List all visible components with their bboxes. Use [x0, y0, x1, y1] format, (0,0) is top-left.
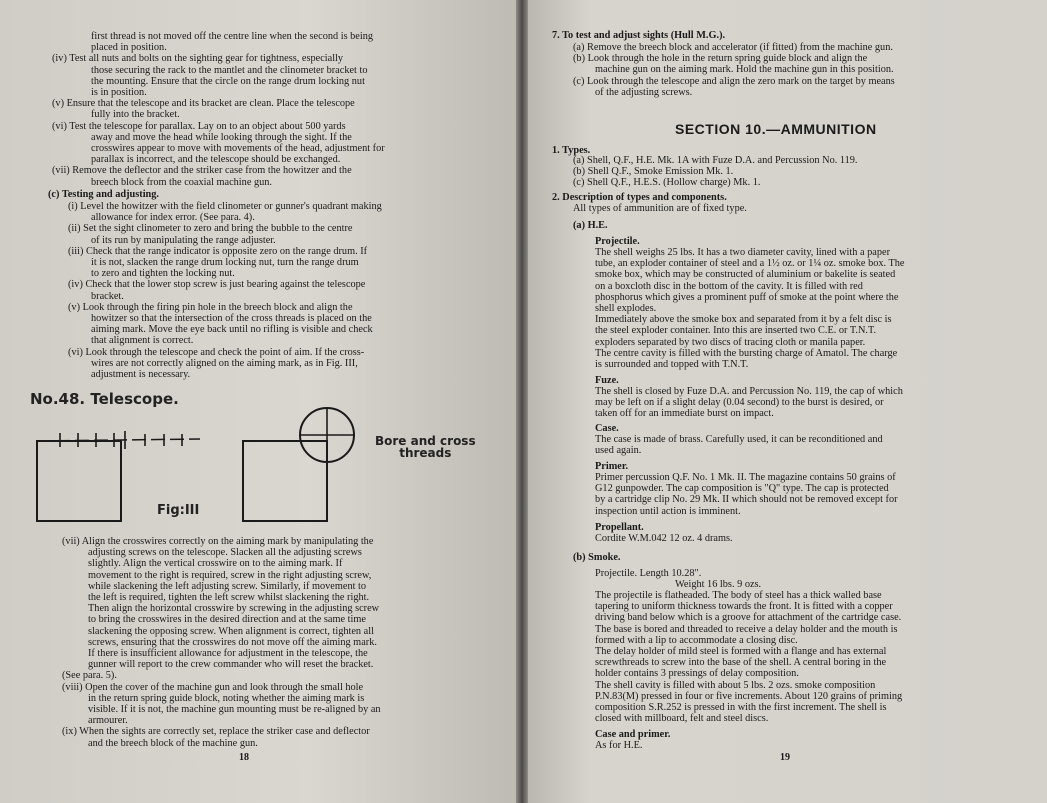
left-top-line: first thread is not moved off the centre line when the second is being: [91, 31, 374, 42]
types-heading: 1. Types.: [552, 145, 591, 156]
testing-step-line: it is not, slacken the range drum locking nut, turn the range drum: [91, 257, 359, 268]
left-lower-line: in the return spring guide block, noting whether the aiming mark is: [88, 692, 365, 704]
smoke-line: The delay holder of mild steel is formed with a flange and has external: [595, 646, 887, 657]
smoke-line: The shell cavity is filled with about 5 lbs. 2 ozs. smoke composition: [595, 679, 876, 691]
left-top-line: placed in position.: [91, 42, 167, 54]
testing-step-line: to zero and tighten the locking nut.: [91, 268, 235, 280]
smoke-line: tapering to uniform thickness towards the front. It is fitted with a copper: [595, 601, 893, 613]
testing-step-line: of its run by manipulating the range adjuster.: [91, 234, 276, 246]
left-top-line: is in position.: [91, 87, 147, 98]
left-lower-line: to bring the crosswires in the desired direction and at the same time: [88, 614, 366, 626]
figure-note: [375, 435, 476, 459]
testing-step-line: bracket.: [91, 290, 124, 302]
left-lower-line: If there is insufficient allowance for adjustment in the telescope, the: [88, 648, 368, 659]
primer-line: inspection until action is imminent.: [595, 505, 741, 517]
left-lower-line: Then align the horizontal crosswire by screwing in the adjusting screw: [88, 603, 380, 615]
item7-line: (c) Look through the telescope and align the zero mark on the target by means: [573, 75, 895, 87]
projectile-line: The shell weighs 25 lbs. It has a two diameter cavity, lined with a paper: [595, 247, 890, 258]
left-lower-line: slightly. Align the vertical crosswire on to the aiming mark. If: [88, 558, 343, 570]
smoke-line: composition S.R.252 is pressed in with the first increment. The shell is: [595, 702, 887, 713]
projectile-line: on a boxcloth disc in the bottom of the cavity. It is filled with red: [595, 280, 863, 292]
case-heading: Case.: [595, 423, 619, 434]
desc-heading: 2. Description of types and components.: [552, 192, 727, 203]
case-line: The case is made of brass. Carefully used, it can be reconditioned and: [595, 434, 883, 445]
smoke-line: The projectile is flatheaded. The body of steel has a thick walled base: [595, 590, 882, 601]
primer-line: Primer percussion Q.F. No. 1 Mk. II. The magazine contains 50 grains of: [595, 472, 896, 483]
figure-scale-line: [37, 439, 200, 441]
projectile-line: phosphorus which gives a prominent puff of smoke at the point where the: [595, 291, 899, 303]
fuze-heading: Fuze.: [595, 375, 619, 386]
right-page: [528, 0, 1047, 803]
page-number-right: 19: [780, 752, 790, 763]
fuze-line: The shell is closed by Fuze D.A. and Percussion No. 119, the cap of which: [595, 386, 903, 397]
left-lower-line: screws, ensuring that the crosswires do not move off the aiming mark.: [88, 636, 377, 648]
desc-intro: All types of ammunition are of fixed type.: [573, 203, 747, 214]
figure-telescope: [0, 405, 516, 545]
figure-label: No.48. Telescope.: [30, 390, 179, 408]
item7-heading: 7. To test and adjust sights (Hull M.G.).: [552, 30, 726, 41]
projectile-heading: Projectile.: [595, 236, 640, 247]
smoke-heading: (b) Smoke.: [573, 552, 621, 563]
left-lower-line: and the breech block of the machine gun.: [88, 737, 258, 749]
testing-step-line: howitzer so that the intersection of the cross threads is placed on the: [91, 313, 372, 324]
left-top-line: (v) Ensure that the telescope and its bracket are clean. Place the telescope: [52, 98, 355, 110]
left-lower-line: slackening the opposing screw. When alignment is correct, tighten all: [88, 625, 374, 637]
testing-step-line: (iv) Check that the lower stop screw is just bearing against the telescope: [68, 279, 366, 291]
item7-line: (a) Remove the breech block and accelerator (if fitted) from the machine gun.: [573, 42, 893, 53]
primer-line: by a cartridge clip No. 29 Mk. II which should not be removed except for: [595, 494, 898, 506]
left-lower-line: (ix) When the sights are correctly set, replace the striker case and deflector: [62, 726, 370, 738]
projectile-line: tube, an exploder container of steel and a 1½ oz. or 1¼ oz. smoke box. The: [595, 258, 905, 270]
testing-step-line: allowance for index error. (See para. 4).: [91, 212, 255, 224]
book-gutter: [516, 0, 528, 803]
left-lower-line: while slackening the left adjusting screw. Similarly, if movement to: [88, 580, 367, 592]
smoke-line: driving band below which is a groove for attachment of the cartridge case.: [595, 612, 902, 624]
projectile-line: The centre cavity is filled with the bursting charge of Amatol. The charge: [595, 347, 898, 359]
testing-step-line: (v) Look through the firing pin hole in the breech block and align the: [68, 301, 353, 313]
smoke-line: formed with a lip to accommodate a closing disc.: [595, 634, 798, 646]
left-top-line: (vii) Remove the deflector and the striker case from the howitzer and the: [52, 165, 352, 177]
item7-line: of the adjusting screws.: [595, 86, 693, 98]
testing-step-line: (i) Level the howitzer with the field clinometer or gunner's quadrant making: [68, 201, 382, 212]
projectile-line: exploders separated by two discs of tracing cloth or manila paper.: [595, 336, 866, 348]
figure-caption: Fig:III: [157, 503, 200, 518]
case-primer-heading: Case and primer.: [595, 729, 671, 740]
left-lower-line: (vii) Align the crosswires correctly on the aiming mark by manipulating the: [62, 536, 374, 547]
figure-square-right: [243, 441, 327, 521]
smoke-line: closed with millboard, felt and steel discs.: [595, 713, 769, 725]
testing-step-line: wires are not correctly aligned on the aiming mark, as in Fig. III,: [91, 357, 358, 369]
left-top-line: (vi) Test the telescope for parallax. Lay on to an object about 500 yards: [52, 120, 346, 132]
smoke-projectile-line: Projectile. Length 10.28".: [595, 568, 702, 579]
left-lower-line: gunner will report to the crew commander who will reset the bracket.: [88, 659, 374, 671]
projectile-line: smoke box, which may be constructed of aluminium or bakelite is seated: [595, 269, 896, 281]
figure-square-left: [37, 441, 121, 521]
left-lower-line: (See para. 5).: [62, 670, 117, 682]
left-lower-line: visible. If it is not, the machine gun mounting must be re-aligned by an: [88, 704, 381, 715]
page-number-left: 18: [239, 752, 249, 763]
he-heading: (a) H.E.: [573, 220, 608, 231]
types-line: (a) Shell, Q.F., H.E. Mk. 1A with Fuze D.A. and Percussion No. 119.: [573, 155, 858, 166]
left-top-line: (iv) Test all nuts and bolts on the sighting gear for tightness, especially: [52, 53, 344, 65]
left-top-line: parallax is incorrect, and the telescope should be exchanged.: [91, 154, 341, 166]
figure-note-line2: threads: [399, 446, 452, 460]
smoke-line: P.N.83(M) pressed in four or five increments. About 120 grains of priming: [595, 690, 903, 702]
primer-heading: Primer.: [595, 461, 629, 472]
propellant-line: Cordite W.M.042 12 oz. 4 drams.: [595, 533, 733, 544]
case-line: used again.: [595, 445, 642, 457]
projectile-line: the steel exploder container. Into this are inserted two C.E. or T.N.T.: [595, 325, 877, 337]
left-lower-line: armourer.: [88, 715, 128, 727]
testing-heading: (c) Testing and adjusting.: [48, 189, 160, 200]
figure-note-line1: Bore and cross: [375, 434, 476, 448]
section-title: SECTION 10.—AMMUNITION: [675, 121, 877, 137]
types-line: (c) Shell Q.F., H.E.S. (Hollow charge) Mk. 1.: [573, 177, 761, 189]
testing-step-line: (vi) Look through the telescope and check the point of aim. If the cross-: [68, 346, 365, 358]
propellant-heading: Propellant.: [595, 522, 644, 533]
primer-line: G12 gunpowder. The cap composition is "Q" type. The cap is protected: [595, 483, 889, 495]
left-top-line: fully into the bracket.: [91, 109, 180, 121]
left-top-line: those securing the rack to the mantlet and the clinometer bracket to: [91, 64, 368, 76]
fuze-line: may be left on if a slight delay (0.04 second) to the burst is desired, or: [595, 397, 884, 409]
smoke-weight-line: Weight 16 lbs. 9 ozs.: [675, 579, 762, 590]
projectile-line: is surrounded and topped with T.N.T.: [595, 359, 749, 370]
smoke-line: holder contains 3 pressings of delay composition.: [595, 668, 799, 680]
testing-step-line: (ii) Set the sight clinometer to zero and bring the bubble to the centre: [68, 223, 353, 235]
item7-line: machine gun on the aiming mark. Hold the machine gun in this position.: [595, 64, 894, 76]
case-primer-line: As for H.E.: [595, 740, 643, 751]
left-top-line: crosswires appear to move with movements of the head, adjustment for: [91, 143, 385, 154]
testing-step-line: aiming mark. Move the eye back until no rifling is visible and check: [91, 324, 373, 336]
left-top-line: the mounting. Ensure that the circle on the range drum locking nut: [91, 75, 365, 87]
left-lower-line: (viii) Open the cover of the machine gun and look through the small hole: [62, 681, 364, 693]
left-page: [0, 0, 516, 803]
smoke-line: screwthreads to screw into the base of the shell. A central boring in the: [595, 657, 887, 669]
left-lower-line: adjusting screws on the telescope. Slacken all the adjusting screws: [88, 547, 362, 559]
testing-step-line: that alignment is correct.: [91, 335, 194, 347]
smoke-line: The base is bored and threaded to receive a delay holder and the mouth is: [595, 623, 898, 635]
item7-line: (b) Look through the hole in the return spring guide block and align the: [573, 53, 868, 65]
left-top-line: away and move the head while looking through the sight. If the: [91, 131, 352, 143]
projectile-line: shell explodes.: [595, 303, 657, 314]
left-lower-line: movement to the right is required, screw in the right adjusting screw,: [88, 569, 372, 581]
left-lower-line: the left is required, tighten the left screw whilst slackening the right.: [88, 592, 370, 603]
fuze-line: taken off for an immediate burst on impact.: [595, 408, 774, 420]
left-top-line: breech block from the coaxial machine gun.: [91, 176, 272, 188]
testing-step-line: adjustment is necessary.: [91, 369, 191, 380]
types-line: (b) Shell Q.F., Smoke Emission Mk. 1.: [573, 166, 734, 178]
projectile-line: Immediately above the smoke box and separated from it by a felt disc is: [595, 314, 892, 326]
testing-step-line: (iii) Check that the range indicator is opposite zero on the range drum. If: [68, 245, 368, 257]
